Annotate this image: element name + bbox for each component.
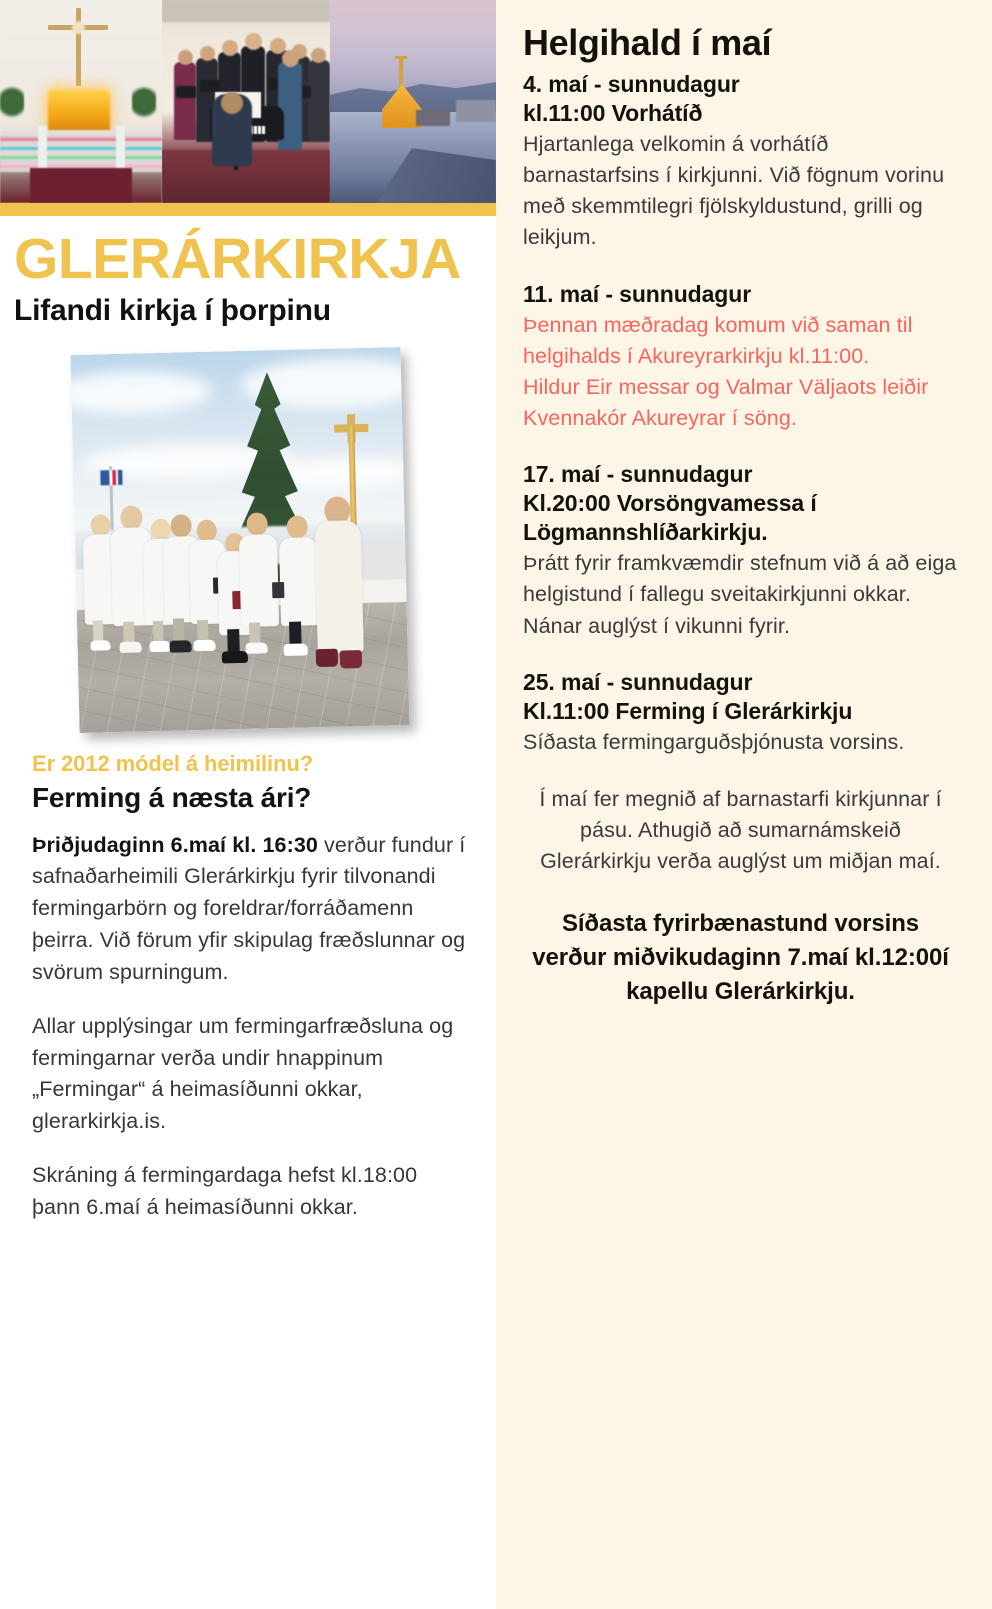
child-shoe [149, 640, 170, 652]
event-body: Þrátt fyrir framkvæmdir stefnum við á að eiga helgistund í fallegu sveitakirkjunni okkar. Nánar auglýst í vikunni fyrir. [523, 551, 957, 638]
event-heading: 25. maí - sunnudagur Kl.11:00 Ferming í Glerárkirkju [523, 668, 853, 724]
event-heading: 17. maí - sunnudagur Kl.20:00 Vorsöngvamessa í Lögmannshlíðarkirkju. [523, 461, 817, 546]
final-prayer-notice: Síðasta fyrirbænastund vorsins verður miðvikudaginn 7.maí kl.12:00í kapellu Glerárkirkju. [532, 910, 949, 1006]
church-altar-photo [0, 0, 162, 203]
choir-member-head [222, 40, 238, 56]
gold-divider-bar [0, 203, 496, 216]
child-head [120, 505, 143, 530]
white-robe [279, 537, 319, 626]
child-head [90, 514, 111, 536]
child-shoe [193, 639, 215, 651]
icelandic-flag-icon [100, 469, 122, 485]
twilight-sky [330, 0, 496, 100]
schedule-title: Helgihald í maí [523, 22, 772, 63]
altar-plant-left-icon [0, 78, 24, 118]
event-item [523, 460, 958, 641]
altar-plant-right-icon [132, 78, 156, 118]
confirmation-procession-photo [70, 347, 409, 733]
event-item [523, 668, 958, 758]
church-annex [416, 110, 450, 126]
white-robe [239, 534, 279, 627]
left-paragraph-1 [32, 830, 470, 989]
choir-member-head [245, 33, 262, 50]
child-head [196, 519, 217, 541]
summer-note: Í maí fer megnið af barnastarfi kirkjunnar í pásu. Athugið að sumarnámskeið Glerárkirkju verða auglýst um miðjan maí. [539, 786, 942, 874]
choir-member-head [200, 46, 215, 61]
meeting-date-bold: Þriðjudaginn 6.maí kl. 16:30 [32, 832, 318, 857]
choir-member [308, 60, 330, 142]
event-item [523, 280, 958, 435]
altar-steps [0, 130, 162, 172]
distant-houses [456, 100, 496, 122]
priest-boot [340, 650, 362, 669]
hymn-book [272, 582, 284, 598]
child-head [246, 512, 268, 536]
left-paragraph-3: Skráning á fermingardaga hefst kl.18:00 þann 6.maí á heimasíðunni okkar. [32, 1162, 418, 1219]
choir-ceiling [162, 0, 330, 22]
left-heading: Ferming á næsta ári? [32, 781, 312, 813]
left-paragraph-2: Allar upplýsingar um fermingarfræðsluna og fermingarnar verða undir hnappinum „Fermingar“ á heimasíðunni okkar, glerarkirkja.is. [32, 1013, 454, 1134]
page-title: GLERÁRKIRKJA [14, 227, 461, 291]
child-shoe [169, 640, 191, 653]
priest-boot [316, 648, 338, 667]
choir-member [174, 62, 196, 140]
photo-collage [0, 0, 496, 203]
meeting-detail-text: verður fundur í safnaðarheimili Glerárkirkju fyrir tilvonandi fermingarbörn og foreldrar/forráðamenn þeirra. Við förum yfir skipulag fræðslunnar og svörum spurningum. [32, 832, 466, 984]
brand-tagline: Lifandi kirkja í þorpinu [14, 294, 331, 328]
child-shoe [284, 643, 308, 656]
child-shoe [222, 650, 248, 663]
child-head [170, 514, 192, 538]
left-kicker: Er 2012 módel á heimilinu? [32, 750, 314, 776]
choir-member-head [311, 48, 326, 63]
right-column [496, 0, 992, 1609]
aisle-carpet [30, 168, 132, 203]
cross-glow-icon [72, 21, 85, 34]
left-text-block [0, 729, 496, 1224]
winter-church-photo [330, 0, 496, 203]
child-shoe [90, 640, 110, 650]
church-spire [399, 58, 403, 88]
cross-icon [76, 8, 81, 86]
child-head [286, 515, 308, 539]
song-folder [200, 80, 220, 92]
child-shoe [246, 642, 268, 654]
child-shoe [119, 641, 141, 653]
cross-icon [395, 56, 407, 59]
priest-alb [315, 520, 364, 653]
song-folder [176, 86, 196, 98]
altar-rail [116, 126, 125, 174]
choir-member-head [282, 50, 299, 67]
event-body: Hjartanlega velkomin á vorhátíð barnastarfsins í kirkjunni. Við fögnum vorinu með skemmtilegri fjölskyldustund, grilli og leikjum. [523, 131, 945, 250]
altar-rail [38, 126, 47, 174]
event-heading: 11. maí - sunnudagur [523, 280, 752, 307]
event-body: Síðasta fermingarguðsþjónusta vorsins. [523, 729, 905, 754]
event-heading: 4. maí - sunnudagur kl.11:00 Vorhátíð [523, 71, 740, 126]
brand-block [0, 216, 496, 329]
choir-photo [162, 0, 330, 203]
event-body: Þennan mæðradag komum við saman til helgihalds í Akureyrarkirkju kl.11:00. Hildur Eir messar og Valmar Väljaots leiðir Kvennakór Akureyrar í söng. [523, 312, 929, 431]
pianist-head [221, 92, 243, 114]
choir-member-head [178, 50, 193, 65]
event-item [523, 70, 958, 254]
altar-table [48, 90, 110, 134]
